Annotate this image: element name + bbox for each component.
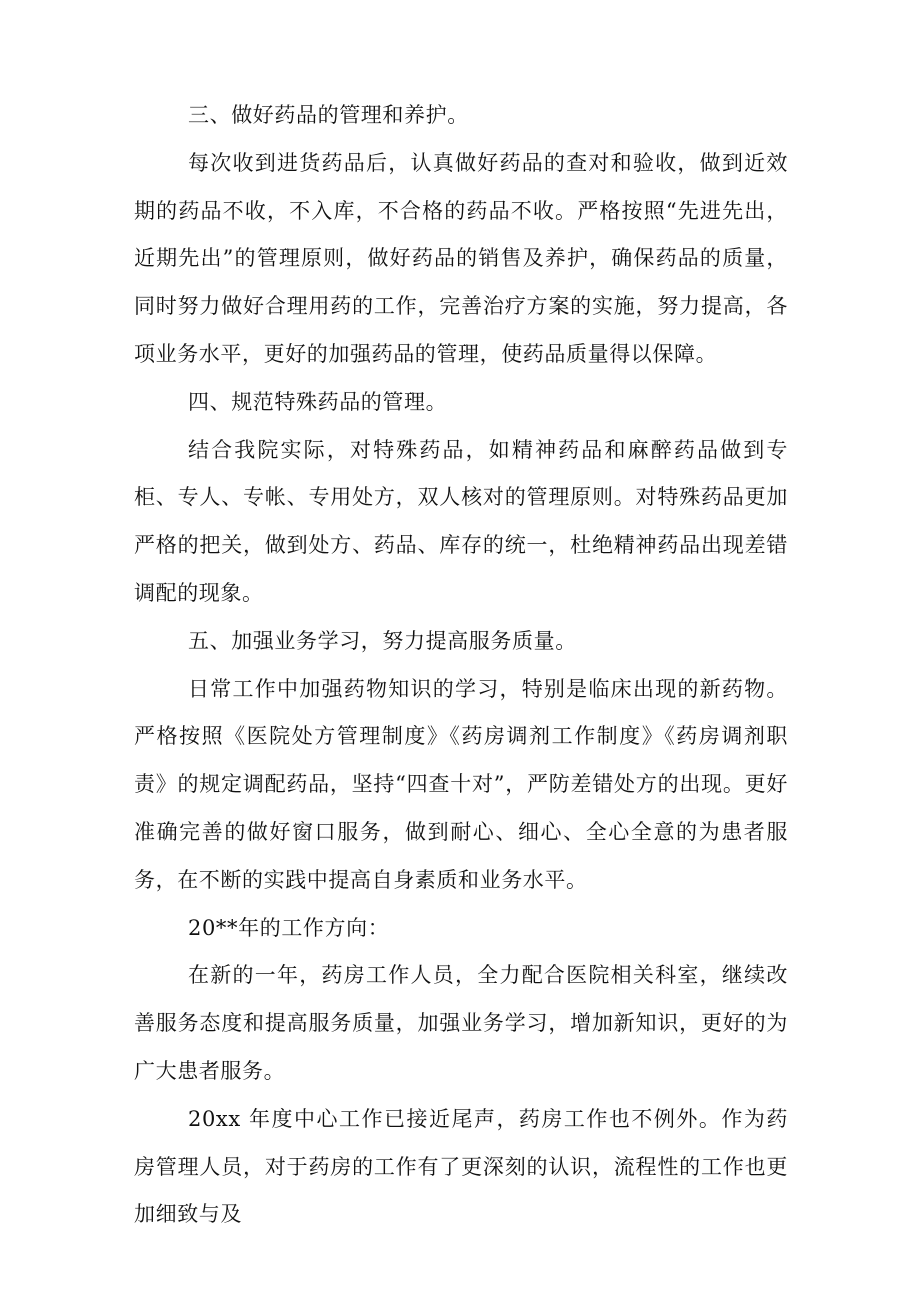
paragraph-year-end: 20xx 年度中心工作已接近尾声，药房工作也不例外。作为药房管理人员，对于药房的工作有了更深刻的认识，流程性的工作也更加细致与及 xyxy=(134,1106,788,1227)
paragraph-special-drugs: 结合我院实际，对特殊药品，如精神药品和麻醉药品做到专柜、专人、专帐、专用处方，双人核对的管理原则。对特殊药品更加严格的把关，做到处方、药品、库存的统一，杜绝精神药品出现差错调配的现象。 xyxy=(134,437,788,605)
document-body xyxy=(134,92,788,1239)
section-heading-work-direction: 20**年的工作方向： xyxy=(188,915,390,940)
section-heading-four: 四、规范特殊药品的管理。 xyxy=(188,389,448,414)
paragraph-business-learning: 日常工作中加强药物知识的学习，特别是临床出现的新药物。严格按照《医院处方管理制度》《药房调剂工作制度》《药房调剂职责》的规定调配药品，坚持“四查十对”，严防差错处方的出现。更好准确完善的做好窗口服务，做到耐心、细心、全心全意的为患者服务，在不断的实践中提高自身素质和业务水平。 xyxy=(134,676,788,892)
section-heading-five: 五、加强业务学习，努力提高服务质量。 xyxy=(188,628,577,653)
paragraph-drug-management: 每次收到进货药品后，认真做好药品的查对和验收，做到近效期的药品不收，不入库，不合格的药品不收。严格按照“先进先出，近期先出”的管理原则，做好药品的销售及养护，确保药品的质量，同时努力做好合理用药的工作，完善治疗方案的实施，努力提高，各项业务水平，更好的加强药品的管理，使药品质量得以保障。 xyxy=(134,150,788,366)
section-heading-three: 三、做好药品的管理和养护。 xyxy=(188,103,469,127)
paragraph-new-year: 在新的一年，药房工作人员，全力配合医院相关科室，继续改善服务态度和提高服务质量，加强业务学习，增加新知识，更好的为广大患者服务。 xyxy=(134,963,788,1083)
